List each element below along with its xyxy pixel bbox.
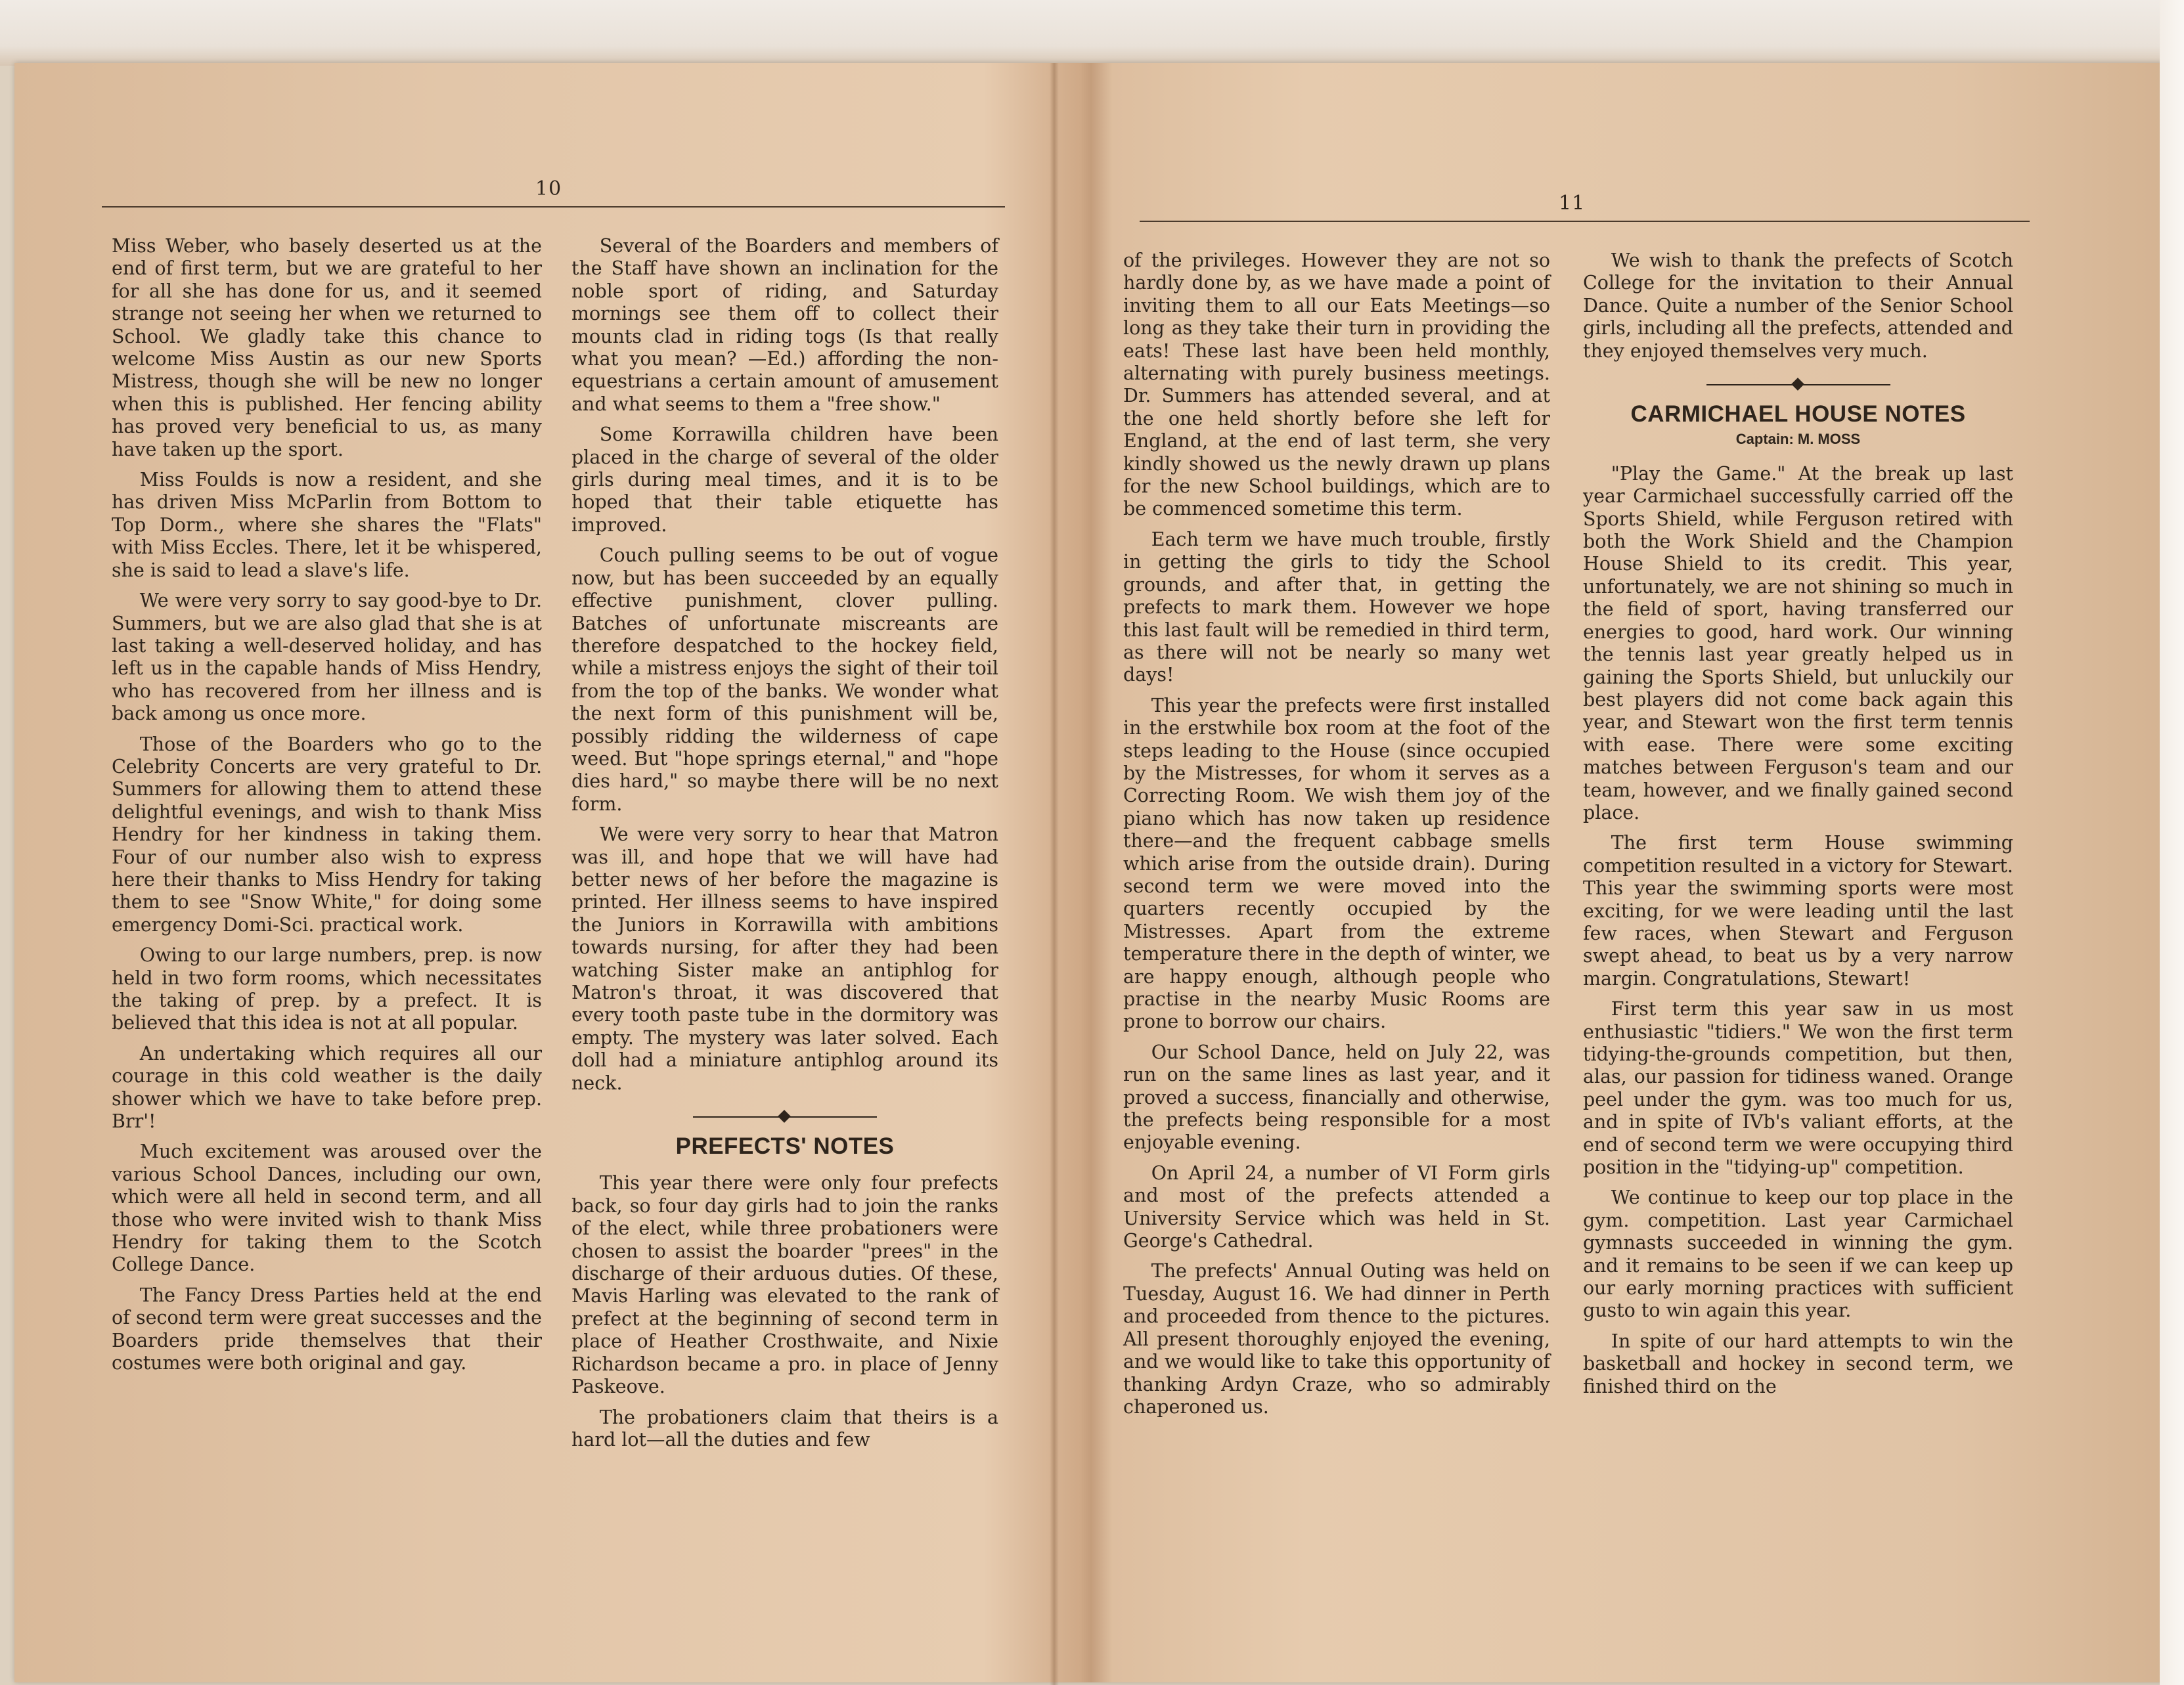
paragraph: The Fancy Dress Parties held at the end of second term were great successes and the Boarders pride themselves that their costumes were both original and gay. xyxy=(112,1284,542,1374)
left-page-column-1 xyxy=(112,235,542,1375)
paragraph: Couch pulling seems to be out of vogue now, but has been succeeded by an equally effective punishment, clover pulling. Batches of unfortunate miscreants are therefore despatched to the hockey field, while a mistress enjoys the sight of their toil from the top of the banks. We wonder what the next form of this punishment will be, possibly ridding the wilderness of cape weed. But "hope springs eternal," and "hope dies hard," so maybe there will be no next form. xyxy=(571,544,998,815)
right-page-column-2 xyxy=(1583,250,2013,1398)
paragraph: Owing to our large numbers, prep. is now held in two form rooms, which necessitates the taking of prep. by a prefect. It is believed that this idea is not at all popular. xyxy=(112,944,542,1034)
page-number-left: 10 xyxy=(535,177,562,200)
page-number-right: 11 xyxy=(1559,192,1586,215)
paragraph: In spite of our hard attempts to win the basketball and hockey in second term, we finished third on the xyxy=(1583,1330,2013,1397)
paragraph: This year the prefects were first installed in the erstwhile box room at the foot of the steps leading to the House (since occupied by the Mistresses, for whom it serves as a Correcting Room. We wish them joy of the piano which has now taken up residence there—and the frequent cabbage smells which arise from the outside drain). During second term we were moved into the quarters recently occupied by the Mistresses. Apart from the extreme temperature there in the depth of winter, we are happy enough, although people who practise in the nearby Music Rooms are prone to borrow our chairs. xyxy=(1123,694,1550,1033)
paragraph: Much excitement was aroused over the various School Dances, including our own, which were all held in second term, and all those who were invited wish to thank Miss Hendry for taking them to the Scotch College Dance. xyxy=(112,1141,542,1276)
paragraph: We were very sorry to hear that Matron was ill, and hope that we will have had better news of her before the magazine is printed. Her illness seems to have inspired the Juniors in Korrawilla with ambitions towards nursing, for after they had been watching Sister make an antiphlog for Matron's throat, it was discovered that every tooth paste tube in the dormitory was empty. The mystery was later solved. Each doll had a miniature antiphlog around its neck. xyxy=(571,823,998,1094)
paragraph: First term this year saw in us most enthusiastic "tidiers." We won the first term tidying-the-grounds competition, but then, alas, our passion for tidiness waned. Orange peel under the gym. was too much for us, and in spite of IVb's valiant efforts, at the end of second term we were occupying third position in the "tidying-up" competition. xyxy=(1583,998,2013,1179)
ornament-divider xyxy=(693,1109,877,1125)
left-page-column-2 xyxy=(571,235,998,1451)
spine-fold xyxy=(1050,63,1059,1685)
paragraph: This year there were only four prefects back, so four day girls had to join the ranks of the elect, while three probationers were chosen to assist the boarder "prees" in the discharge of their arduous duties. Of these, Mavis Harling was elevated to the rank of prefect at the beginning of second term in place of Heather Crosthwaite, and Nixie Richardson became a pro. in place of Jenny Paskeove. xyxy=(571,1172,998,1398)
paragraph: On April 24, a number of VI Form girls and most of the prefects attended a University Service which was held in St. George's Cathedral. xyxy=(1123,1162,1550,1252)
paragraph: Miss Weber, who basely deserted us at the end of first term, but we are grateful to her for all she has done for us, and it seemed strange not seeing her when we returned to School. We gladly take this chance to welcome Miss Austin as our new Sports Mistress, though she will be new no longer when this is published. Her fencing ability has proved very beneficial to us, as many have taken up the sport. xyxy=(112,235,542,460)
background-top xyxy=(0,0,2184,66)
paragraph: Some Korrawilla children have been placed in the charge of several of the older girls during meal times, and it is to be hoped that their table etiquette has improved. xyxy=(571,424,998,536)
paragraph: The probationers claim that theirs is a hard lot—all the duties and few xyxy=(571,1406,998,1451)
paragraph: We were very sorry to say good-bye to Dr. Summers, but we are also glad that she is at last taking a well-deserved holiday, and has left us in the capable hands of Miss Hendry, who has recovered from her illness and is back among us once more. xyxy=(112,590,542,725)
header-rule-left xyxy=(102,206,1005,208)
captain-line: Captain: M. MOSS xyxy=(1735,431,1861,448)
paragraph: Each term we have much trouble, firstly in getting the girls to tidy the School grounds, and after that, in getting the prefects to mark them. However we hope this last fault will be remedied in third term, as there will not be nearly so many wet days! xyxy=(1123,528,1550,686)
paragraph: The first term House swimming competition resulted in a victory for Stewart. This year the swimming sports were most exciting, for we were leading until the last few races, when Stewart and Ferguson swept ahead, to beat us by a very narrow margin. Congratulations, Stewart! xyxy=(1583,832,2013,990)
right-page-column-1 xyxy=(1123,250,1550,1418)
carmichael-house-heading: CARMICHAEL HOUSE NOTES xyxy=(1630,401,1966,427)
scotch-college-paragraph: We wish to thank the prefects of Scotch College for the invitation to their Annual Dance. Quite a number of the Senior School girls, including all the prefects, attended and they enjoyed themselves very much. xyxy=(1583,250,2013,362)
paragraph: of the privileges. However they are not so hardly done by, as we have made a point of inviting them to all our Eats Meetings—so long as they take their turn in providing the eats! These last have been held monthly, alternating with purely business meetings. Dr. Summers has attended several, and at the one held shortly before she left for England, at the end of last term, she very kindly showed us the newly drawn up plans for the new School buildings, which are to be commenced sometime this term. xyxy=(1123,250,1550,520)
header-rule-right xyxy=(1140,221,2030,222)
paragraph: An undertaking which requires all our courage in this cold weather is the daily shower which we have to take before prep. Brr'! xyxy=(112,1042,542,1133)
page-edge xyxy=(2160,0,2184,1685)
paragraph: Miss Foulds is now a resident, and she has driven Miss McParlin from Bottom to Top Dorm., where she shares the "Flats" with Miss Eccles. There, let it be whispered, she is said to lead a slave's life. xyxy=(112,469,542,581)
paragraph: We continue to keep our top place in the gym. competition. Last year Carmichael gymnasts succeeded in winning the gym. and it remains to be seen if we can keep up our early morning practices with sufficient gusto to win again this year. xyxy=(1583,1187,2013,1322)
paragraph: "Play the Game." At the break up last year Carmichael successfully carried off the Sports Shield, while Ferguson retired with both the Work Shield and the Champion House Shield to its credit. This year, unfortunately, we are not shining so much in the field of sport, having transferred our energies to good, hard work. Our winning the tennis last year greatly helped us in gaining the Sports Shield, but unluckily our best players did not come back again this year, and Stewart won the first term tennis with ease. There were some exciting matches between Ferguson's team and our team, however, and we finally gained second place. xyxy=(1583,462,2013,823)
prefects-notes-heading: PREFECTS' NOTES xyxy=(675,1133,895,1160)
paragraph: Those of the Boarders who go to the Celebrity Concerts are very grateful to Dr. Summers for allowing them to attend these delightful evenings, and wish to thank Miss Hendry for her kindness in taking them. Four of our number also wish to express here their thanks to Miss Hendry for taking them to see "Snow White," for doing some emergency Domi-Sci. practical work. xyxy=(112,733,542,936)
ornament-divider xyxy=(1706,377,1890,393)
paragraph: The prefects' Annual Outing was held on Tuesday, August 16. We had dinner in Perth and proceeded from thence to the pictures. All present thoroughly enjoyed the evening, and we would like to take this opportunity of thanking Ardyn Craze, who so admirably chaperoned us. xyxy=(1123,1260,1550,1418)
paragraph: Several of the Boarders and members of the Staff have shown an inclination for the noble sport of riding, and Saturday mornings see them off to collect their mounts clad in riding togs (Is that really what you mean? —Ed.) affording the non-equestrians a certain amount of amusement and what seems to them a "free show." xyxy=(571,235,998,415)
paragraph: Our School Dance, held on July 22, was run on the same lines as last year, and it proved a success, financially and otherwise, the prefects being responsible for a most enjoyable evening. xyxy=(1123,1041,1550,1154)
